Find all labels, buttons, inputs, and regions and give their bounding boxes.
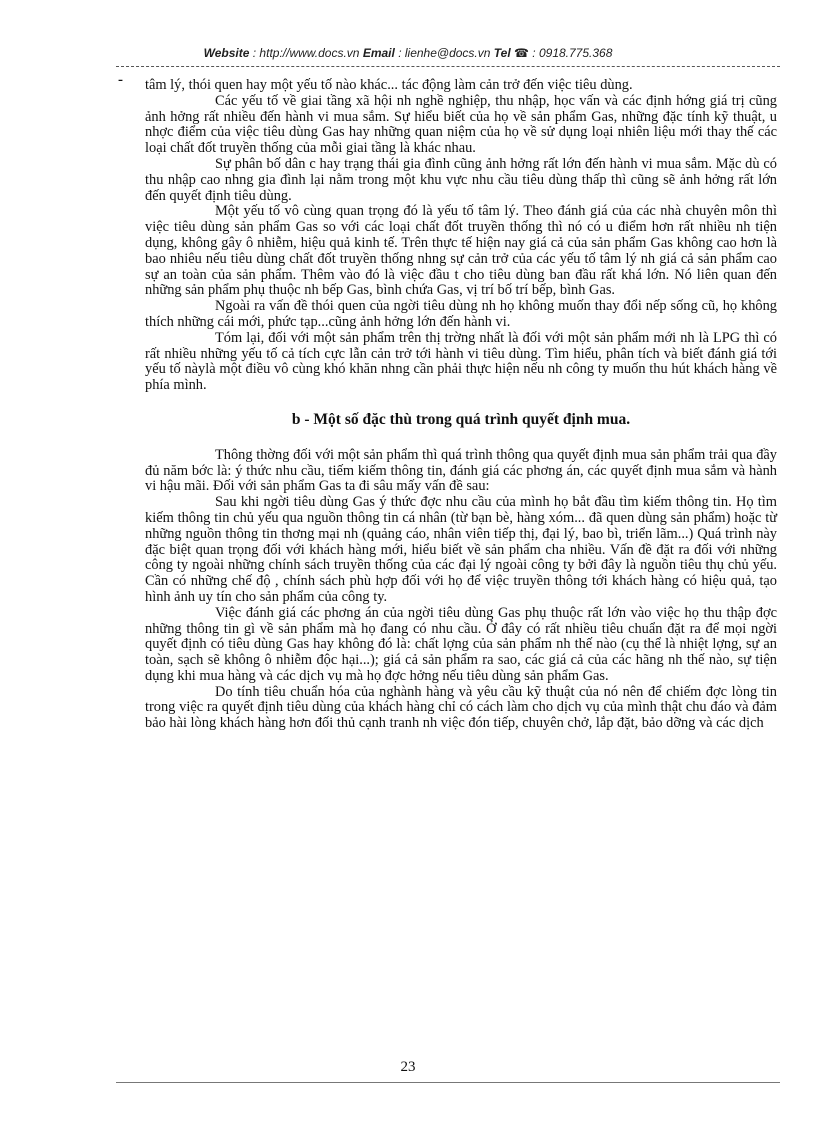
document-body — [145, 78, 777, 732]
email-value: : lienhe@docs.vn — [398, 46, 491, 60]
website-value: : http://www.docs.vn — [252, 46, 360, 60]
tel-label: Tel ☎ — [493, 46, 529, 60]
section-heading: b - Một số đặc thù trong quá trình quyết định mua. — [291, 410, 631, 428]
paragraph: Việc đánh giá các phơng án của ngời tiêu dùng Gas phụ thuộc rất lớn vào việc họ thu thập đợc những thông tin gì về sản phẩm mà họ đang có nhu cầu. Ở đây có rất nhiều tiêu chuẩn đặt ra để mọi ngời quyết định có tiêu dùng Gas hay không đó là: chất lợng của sản phẩm nh thế nào (cụ thể là nhiệt lợng, sự an toàn, sạch sẽ không ô nhiễm độc hại...); giá cả sản phẩm ra sao, các giá cả của các hãng nh thế nào, sự tiện dụng khi mua hàng và các dịch vụ mà họ đợc hởng nếu tiêu dùng sản phẩm Gas. — [145, 604, 777, 684]
email-label: Email — [362, 46, 395, 60]
website-label: Website — [203, 46, 250, 60]
paragraph: Sự phân bố dân c hay trạng thái gia đình cũng ảnh hởng rất lớn đến hành vi mua sắm. Mặc dù có thu nhập cao nhng gia đình lại nằm trong một khu vực nhu cầu tiêu dùng thấp thì cũng sẽ ảnh hởng rất lớn đến quyết định tiêu dùng. — [145, 155, 777, 204]
footer-divider — [116, 1082, 780, 1083]
header-divider — [116, 66, 780, 67]
paragraph: Sau khi ngời tiêu dùng Gas ý thức đợc nhu cầu của mình họ bắt đầu tìm kiếm thông tin. Họ tìm kiếm thông tin chủ yếu qua nguồn thông tin cá nhân (từ bạn bè, hàng xóm... đã quen dùng sản phẩm) hoặc từ những nguồn thông tin thơng mại nh (quảng cáo, nhân viên tiếp thị, đại lý, bao bì, triển lãm...) Quá trình này đặc biệt quan trọng đối với khách hàng mới, hiểu biết về sản phẩm cha nhiều. Vấn đề đặt ra đối với những công ty ngoài những chính sách truyền thống của các đại lý ngoài công ty bởi đây là nguồn tiêu thụ chủ yếu. Cần có những chế độ , chính sách phù hợp đối với họ để việc truyền thông tới khách hàng có hiệu quả, tạo hình ảnh uy tín cho sản phẩm của công ty. — [145, 494, 777, 605]
paragraph: Thông thờng đối với một sản phẩm thì quá trình thông qua quyết định mua sản phẩm trải qua đầy đủ năm bớc là: ý thức nhu cầu, tiếm kiếm thông tin, đánh giá các phơng án, các quyết định mua sắm và hành vi hậu mãi. Đối với sản phẩm Gas ta đi sâu mấy vấn đề sau: — [145, 446, 777, 495]
paragraph: Tóm lại, đối với một sản phẩm trên thị trờng nhất là đối với một sản phẩm mới nh là LPG thì có rất nhiều những yếu tố cả tích cực lẫn cản trở tới hành vi tiêu dùng. Tìm hiểu, phân tích và biết đánh giá tới yếu tố nàylà một điều vô cùng khó khăn nhng cần phải thực hiện nếu nh công ty muốn thu hút khách hàng về phía mình. — [145, 329, 777, 394]
paragraph: Ngoài ra vấn đề thói quen của ngời tiêu dùng nh họ không muốn thay đổi nếp sống cũ, họ không thích những cái mới, phức tạp...cũng ảnh hởng lớn đến hành vi. — [145, 298, 777, 330]
page-number: 23 — [400, 1059, 416, 1075]
paragraph: tâm lý, thói quen hay một yếu tố nào khác... tác động làm cản trở đến việc tiêu dùng. — [145, 77, 633, 93]
paragraph: Do tính tiêu chuẩn hóa của nghành hàng và yêu cầu kỹ thuật của nó nên để chiếm đợc lòng tin trong việc ra quyết định tiêu dùng của khách hàng chỉ có cách làm cho dịch vụ của mình thật chu đáo và đảm bảo hài lòng khách hàng hơn đối thủ cạnh tranh nh việc đón tiếp, chuyên chở, lắp đặt, bảo dỡng và các dịch — [145, 683, 777, 732]
tel-value: : 0918.775.368 — [532, 46, 613, 60]
paragraph: Một yếu tố vô cùng quan trọng đó là yếu tố tâm lý. Theo đánh giá của các nhà chuyên môn thì việc tiêu dùng sản phẩm Gas so với các loại chất đốt truyền thống thì nó có u điểm hơn rất nhiều nh tiện dụng, không gây ô nhiễm, hiệu quả kinh tế. Trên thực tế hiện nay giá cả của sản phẩm Gas không cao hơn là bao nhiêu nếu tiêu dùng chất đốt truyền thống nhng sự cản trở của các yếu tố tâm lý nh giá cả sản phẩm cao sự an toàn của sản phẩm. Thêm vào đó là việc đầu t cho tiêu dùng ban đầu rất khá lớn. Nó liên quan đến những sản phẩm phụ thuộc nh bếp Gas, bình chứa Gas, vị trí bố trí bếp, bình Gas. — [145, 203, 777, 299]
margin-bullet: - — [118, 72, 123, 88]
page-header — [0, 46, 816, 60]
paragraph: Các yếu tố về giai tầng xã hội nh nghề nghiệp, thu nhập, học vấn và các định hớng giá trị cũng ảnh hởng rất nhiều đến hành vi mua sắm. Sự hiểu biết của họ về sản phẩm Gas, những đặc tính kỹ thuật, u nhợc điểm của việc tiêu dùng Gas hay những quan niệm của họ về sử dụng loại nhiên liệu mới thay thế các loại chất đốt truyền thống của mỗi giai tầng là khác nhau. — [145, 92, 777, 157]
